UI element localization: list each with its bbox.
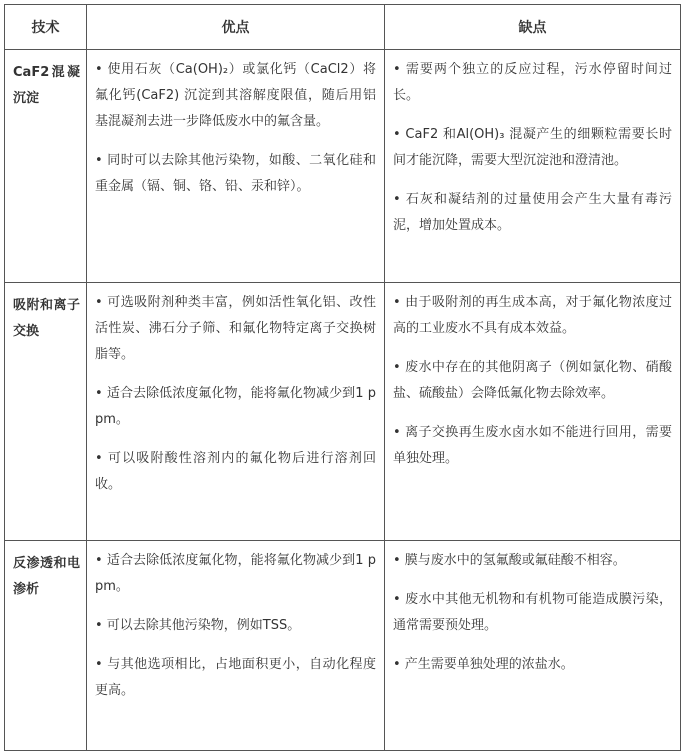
technology-cell: 吸附和离子交换: [5, 283, 87, 541]
list-item: • 石灰和凝结剂的过量使用会产生大量有毒污泥，增加处置成本。: [393, 192, 672, 233]
advantages-cell: [87, 283, 385, 541]
list-item: • 与其他选项相比，占地面积更小，自动化程度更高。: [95, 657, 376, 698]
header-advantages: 优点: [87, 5, 385, 50]
disadvantages-cell: [385, 541, 681, 751]
disadvantages-cell: [385, 50, 681, 283]
list-item: • 可选吸附剂种类丰富，例如活性氧化铝、改性活性炭、沸石分子筛、和氟化物特定离子交换树脂等。: [95, 295, 376, 362]
list-item: • 废水中存在的其他阴离子（例如氯化物、硝酸盐、硫酸盐）会降低氟化物去除效率。: [393, 360, 672, 401]
list-item: • 废水中其他无机物和有机物可能造成膜污染，通常需要预处理。: [393, 592, 672, 633]
technology-cell: 反渗透和电渗析: [5, 541, 87, 751]
advantages-cell: [87, 541, 385, 751]
list-item: • 膜与废水中的氢氟酸或氟硅酸不相容。: [393, 553, 626, 568]
list-item: • CaF2 和Al(OH)₃ 混凝产生的细颗粒需要长时间才能沉降，需要大型沉淀池和澄清池。: [393, 127, 672, 168]
list-item: • 由于吸附剂的再生成本高，对于氟化物浓度过高的工业废水不具有成本效益。: [393, 295, 672, 336]
list-item: • 同时可以去除其他污染物，如酸、二氧化硅和重金属（镉、铜、铬、铅、汞和锌）。: [95, 153, 376, 194]
list-item: • 使用石灰（Ca(OH)₂）或氯化钙（CaCl2）将氟化钙(CaF2) 沉淀到其溶解度限值，随后用铝基混凝剂去进一步降低废水中的氟含量。: [95, 62, 376, 129]
header-row: [5, 5, 681, 50]
list-item: • 可以去除其他污染物，例如TSS。: [95, 618, 301, 633]
advantages-cell: [87, 50, 385, 283]
list-item: • 需要两个独立的反应过程，污水停留时间过长。: [393, 62, 672, 103]
table-row: [5, 541, 681, 751]
header-disadvantages: 缺点: [385, 5, 681, 50]
list-item: • 适合去除低浓度氟化物，能将氟化物减少到1 ppm。: [95, 386, 376, 427]
list-item: • 产生需要单独处理的浓盐水。: [393, 657, 574, 672]
comparison-table: [4, 4, 681, 751]
technology-cell: CaF2混凝沉淀: [5, 50, 87, 283]
disadvantages-cell: [385, 283, 681, 541]
list-item: • 离子交换再生废水卤水如不能进行回用，需要单独处理。: [393, 425, 672, 466]
table-row: [5, 283, 681, 541]
list-item: • 可以吸附酸性溶剂内的氟化物后进行溶剂回收。: [95, 451, 376, 492]
table-row: [5, 50, 681, 283]
header-technology: 技术: [5, 5, 87, 50]
list-item: • 适合去除低浓度氟化物，能将氟化物减少到1 ppm。: [95, 553, 376, 594]
